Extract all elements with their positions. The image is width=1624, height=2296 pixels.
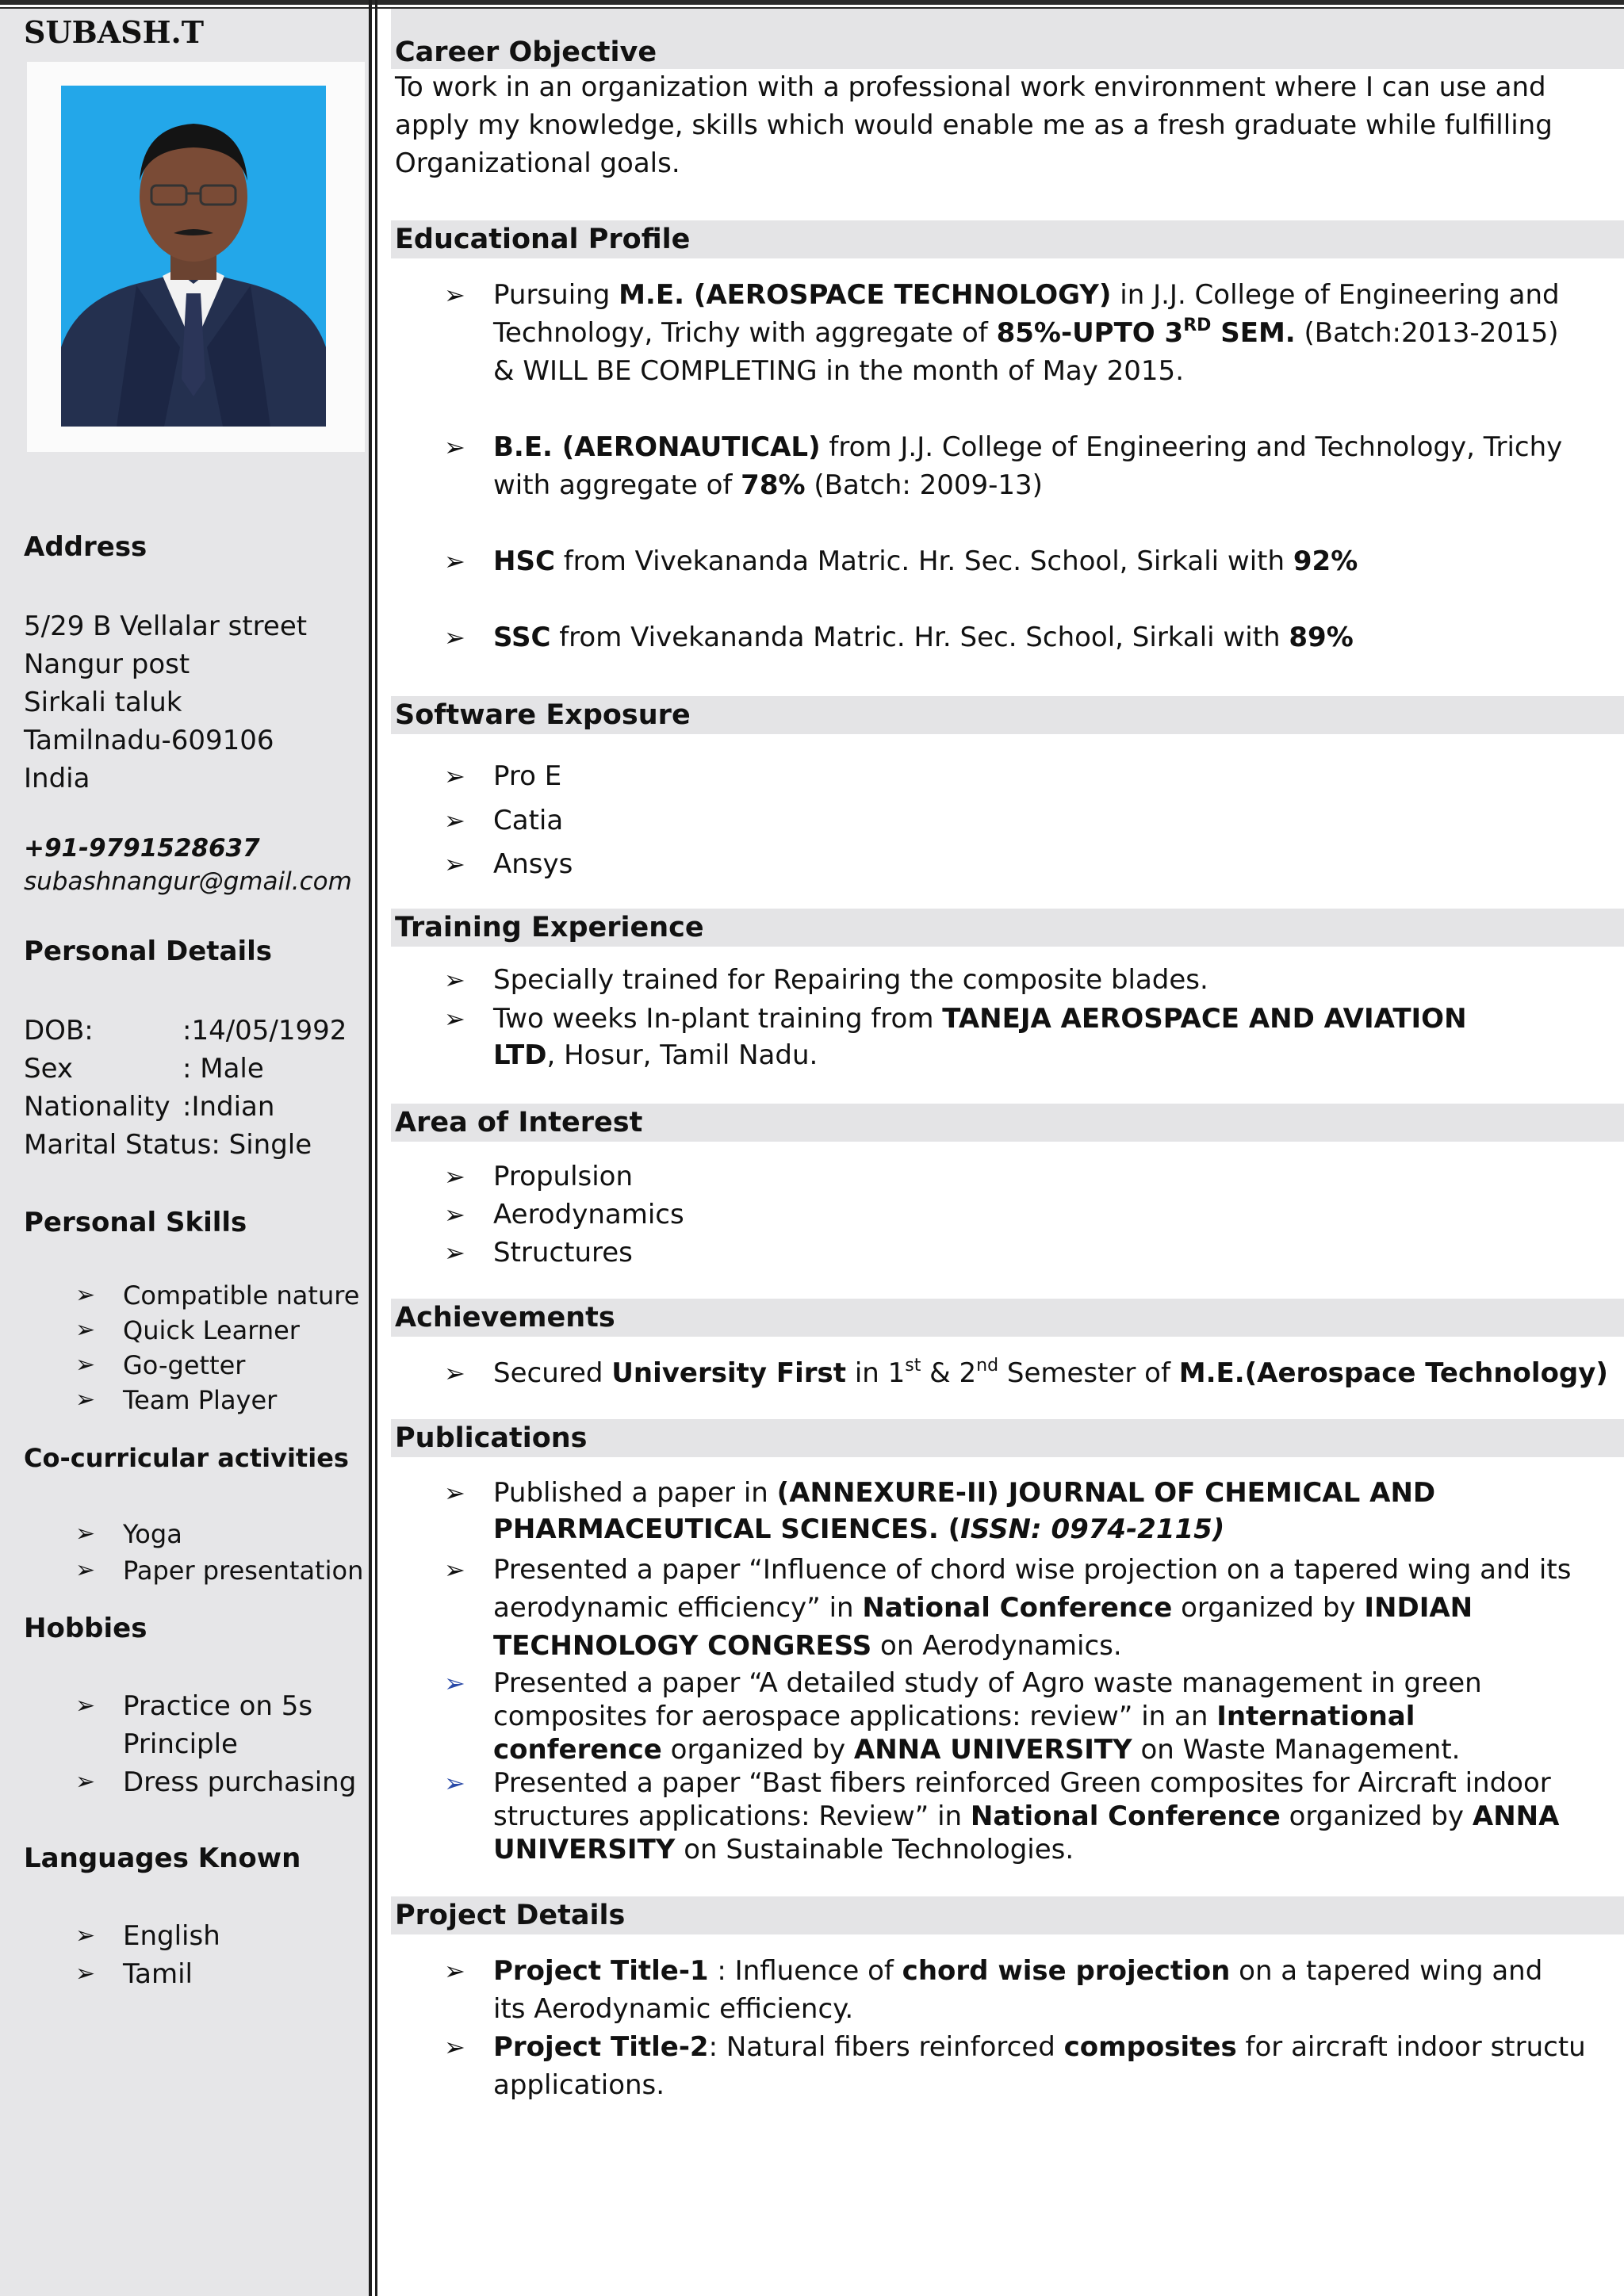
arrow-bullet-icon: ➢	[75, 1692, 96, 1720]
arrow-bullet-icon: ➢	[75, 1556, 96, 1584]
arrow-bullet-icon: ➢	[444, 849, 465, 879]
address-line: 5/29 B Vellalar street	[24, 610, 308, 642]
arrow-bullet-icon: ➢	[444, 280, 465, 310]
divider-line	[369, 0, 372, 2296]
arrow-bullet-icon: ➢	[75, 1922, 96, 1950]
education-item-me: ➢ Pursuing M.E. (AEROSPACE TECHNOLOGY) in J.J. College of Engineering and Technology, Trichy with aggregate of 85%-UPTO 3RD SEM. (Batch:2013-2015) & WILL BE COMPLETING in the month of May 2015.	[444, 276, 1616, 390]
arrow-bullet-icon: ➢	[444, 1200, 465, 1230]
languages-heading: Languages Known	[24, 1843, 301, 1874]
education-item-hsc: ➢ HSC from Vivekananda Matric. Hr. Sec. School, Sirkali with 92%	[444, 542, 1616, 580]
publications-heading: Publications	[391, 1419, 1624, 1457]
list-item: ➢ Quick Learner	[75, 1313, 359, 1348]
cocurricular-heading: Co-curricular activities	[24, 1443, 349, 1473]
address-line: Nangur post	[24, 649, 190, 680]
address-line: Sirkali taluk	[24, 687, 182, 718]
personal-details	[24, 1012, 347, 1164]
publication-item: ➢ Presented a paper “Bast fibers reinforced Green composites for Aircraft indoor structures applications: Review” in National Conference organized by ANNA UNIVERSITY on Sustainable Technologies.	[444, 1767, 1560, 1866]
arrow-bullet-icon: ➢	[444, 965, 465, 995]
phone-number: +91-9791528637	[24, 834, 260, 863]
email-address[interactable]: subashnangur@gmail.com	[24, 867, 352, 896]
detail-value: :14/05/1992	[182, 1015, 347, 1047]
project-item: ➢ Project Title-1 : Influence of chord wise projection on a tapered wing and its Aerodynamic efficiency.	[444, 1952, 1616, 2028]
list-item: ➢ Practice on 5s	[75, 1687, 356, 1725]
arrow-bullet-icon: ➢	[444, 806, 465, 836]
profile-photo	[27, 62, 365, 452]
arrow-bullet-icon: ➢	[444, 2032, 465, 2062]
detail-value: Single	[228, 1129, 312, 1161]
arrow-bullet-icon: ➢	[444, 1161, 465, 1192]
detail-label: Nationality	[24, 1091, 170, 1123]
education-item-be: ➢ B.E. (AERONAUTICAL) from J.J. College of Engineering and Technology, Trichy with aggregate of 78% (Batch: 2009-13)	[444, 428, 1616, 504]
cocurricular-list	[75, 1516, 363, 1589]
arrow-bullet-icon: ➢	[444, 1768, 465, 1798]
training-item: ➢ Two weeks In-plant training from TANEJA AEROSPACE AND AVIATION LTD, Hosur, Tamil Nadu.	[444, 1001, 1616, 1073]
arrow-bullet-icon: ➢	[75, 1386, 96, 1414]
languages-list	[75, 1917, 220, 1993]
list-item: ➢ Compatible nature	[75, 1278, 359, 1313]
arrow-bullet-icon: ➢	[75, 1960, 96, 1988]
detail-label: DOB:	[24, 1015, 94, 1047]
detail-label: Marital Status:	[24, 1129, 220, 1161]
hobbies-heading: Hobbies	[24, 1613, 147, 1644]
arrow-bullet-icon: ➢	[444, 1956, 465, 1986]
arrow-bullet-icon: ➢	[444, 1004, 465, 1034]
achievement-item: ➢ Secured University First in 1st & 2nd Semester of M.E.(Aerospace Technology)	[444, 1354, 1616, 1392]
detail-row	[24, 1126, 347, 1164]
achievements-heading: Achievements	[391, 1299, 1624, 1337]
personal-skills-heading: Personal Skills	[24, 1207, 247, 1238]
list-item: ➢ Dress purchasing	[75, 1763, 356, 1801]
detail-row	[24, 1050, 347, 1088]
arrow-bullet-icon: ➢	[444, 1668, 465, 1698]
detail-label: Sex	[24, 1053, 74, 1085]
arrow-bullet-icon: ➢	[444, 1478, 465, 1508]
career-objective-heading: Career Objective	[395, 36, 657, 68]
personal-details-heading: Personal Details	[24, 936, 273, 967]
education-item-ssc: ➢ SSC from Vivekananda Matric. Hr. Sec. School, Sirkali with 89%	[444, 618, 1616, 656]
detail-row	[24, 1088, 347, 1126]
interest-item: ➢ Structures	[444, 1234, 1616, 1272]
training-item: ➢ Specially trained for Repairing the composite blades.	[444, 961, 1616, 999]
list-item: Principle	[123, 1728, 238, 1760]
personal-skills-list	[75, 1278, 359, 1418]
publication-item: ➢ Presented a paper “A detailed study of Agro waste management in green composites for aerospace applications: review” in an International conference organized by ANNA UNIVERSITY on Waste Management.	[444, 1667, 1482, 1766]
arrow-bullet-icon: ➢	[444, 1238, 465, 1268]
list-item: ➢ Tamil	[75, 1955, 220, 1993]
address-block	[24, 607, 307, 798]
arrow-bullet-icon: ➢	[444, 761, 465, 791]
list-item: ➢ Go-getter	[75, 1348, 359, 1383]
projects-heading: Project Details	[391, 1896, 1624, 1934]
arrow-bullet-icon: ➢	[444, 546, 465, 576]
list-item: ➢ Yoga	[75, 1516, 363, 1552]
arrow-bullet-icon: ➢	[444, 432, 465, 462]
publication-item: ➢ Presented a paper “Influence of chord wise projection on a tapered wing and its aerodynamic efficiency” in National Conference organized by INDIAN TECHNOLOGY CONGRESS on Aerodynamics.	[444, 1551, 1616, 1665]
arrow-bullet-icon: ➢	[75, 1520, 96, 1548]
software-heading: Software Exposure	[391, 696, 1624, 734]
detail-row	[24, 1012, 347, 1050]
arrow-bullet-icon: ➢	[444, 1358, 465, 1388]
detail-value: :Indian	[182, 1091, 275, 1123]
address-line: India	[24, 763, 90, 794]
list-item: ➢ Team Player	[75, 1383, 359, 1418]
top-border	[0, 0, 1624, 5]
interest-heading: Area of Interest	[391, 1104, 1624, 1142]
candidate-name: SUBASH.T	[24, 14, 205, 50]
arrow-bullet-icon: ➢	[75, 1768, 96, 1796]
software-item: ➢ Pro E	[444, 757, 1616, 795]
software-item: ➢ Ansys	[444, 845, 1616, 883]
education-heading: Educational Profile	[391, 220, 1624, 258]
arrow-bullet-icon: ➢	[444, 622, 465, 652]
arrow-bullet-icon: ➢	[75, 1281, 96, 1309]
project-item: ➢ Project Title-2: Natural fibers reinforced composites for aircraft indoor structu applications.	[444, 2028, 1624, 2104]
hobbies-list	[75, 1687, 356, 1801]
portrait-image	[61, 86, 326, 427]
publication-item: ➢ Published a paper in (ANNEXURE-II) JOURNAL OF CHEMICAL AND PHARMACEUTICAL SCIENCES. (ISSN: 0974-2115)	[444, 1475, 1616, 1548]
arrow-bullet-icon: ➢	[444, 1555, 465, 1585]
address-heading: Address	[24, 531, 147, 563]
software-item: ➢ Catia	[444, 802, 1616, 840]
detail-value: : Male	[182, 1053, 264, 1085]
arrow-bullet-icon: ➢	[75, 1351, 96, 1379]
interest-item: ➢ Propulsion	[444, 1158, 1616, 1196]
list-item: ➢ Paper presentation	[75, 1552, 363, 1589]
arrow-bullet-icon: ➢	[75, 1316, 96, 1344]
career-objective-text: To work in an organization with a professional work environment where I can use and apply my knowledge, skills which would enable me as a fresh graduate while fulfilling Organizational goals.	[395, 71, 1553, 179]
divider-line-inner	[375, 0, 377, 2296]
list-item: ➢ English	[75, 1917, 220, 1955]
address-line: Tamilnadu-609106	[24, 725, 274, 756]
interest-item: ➢ Aerodynamics	[444, 1196, 1616, 1234]
training-heading: Training Experience	[391, 909, 1624, 947]
